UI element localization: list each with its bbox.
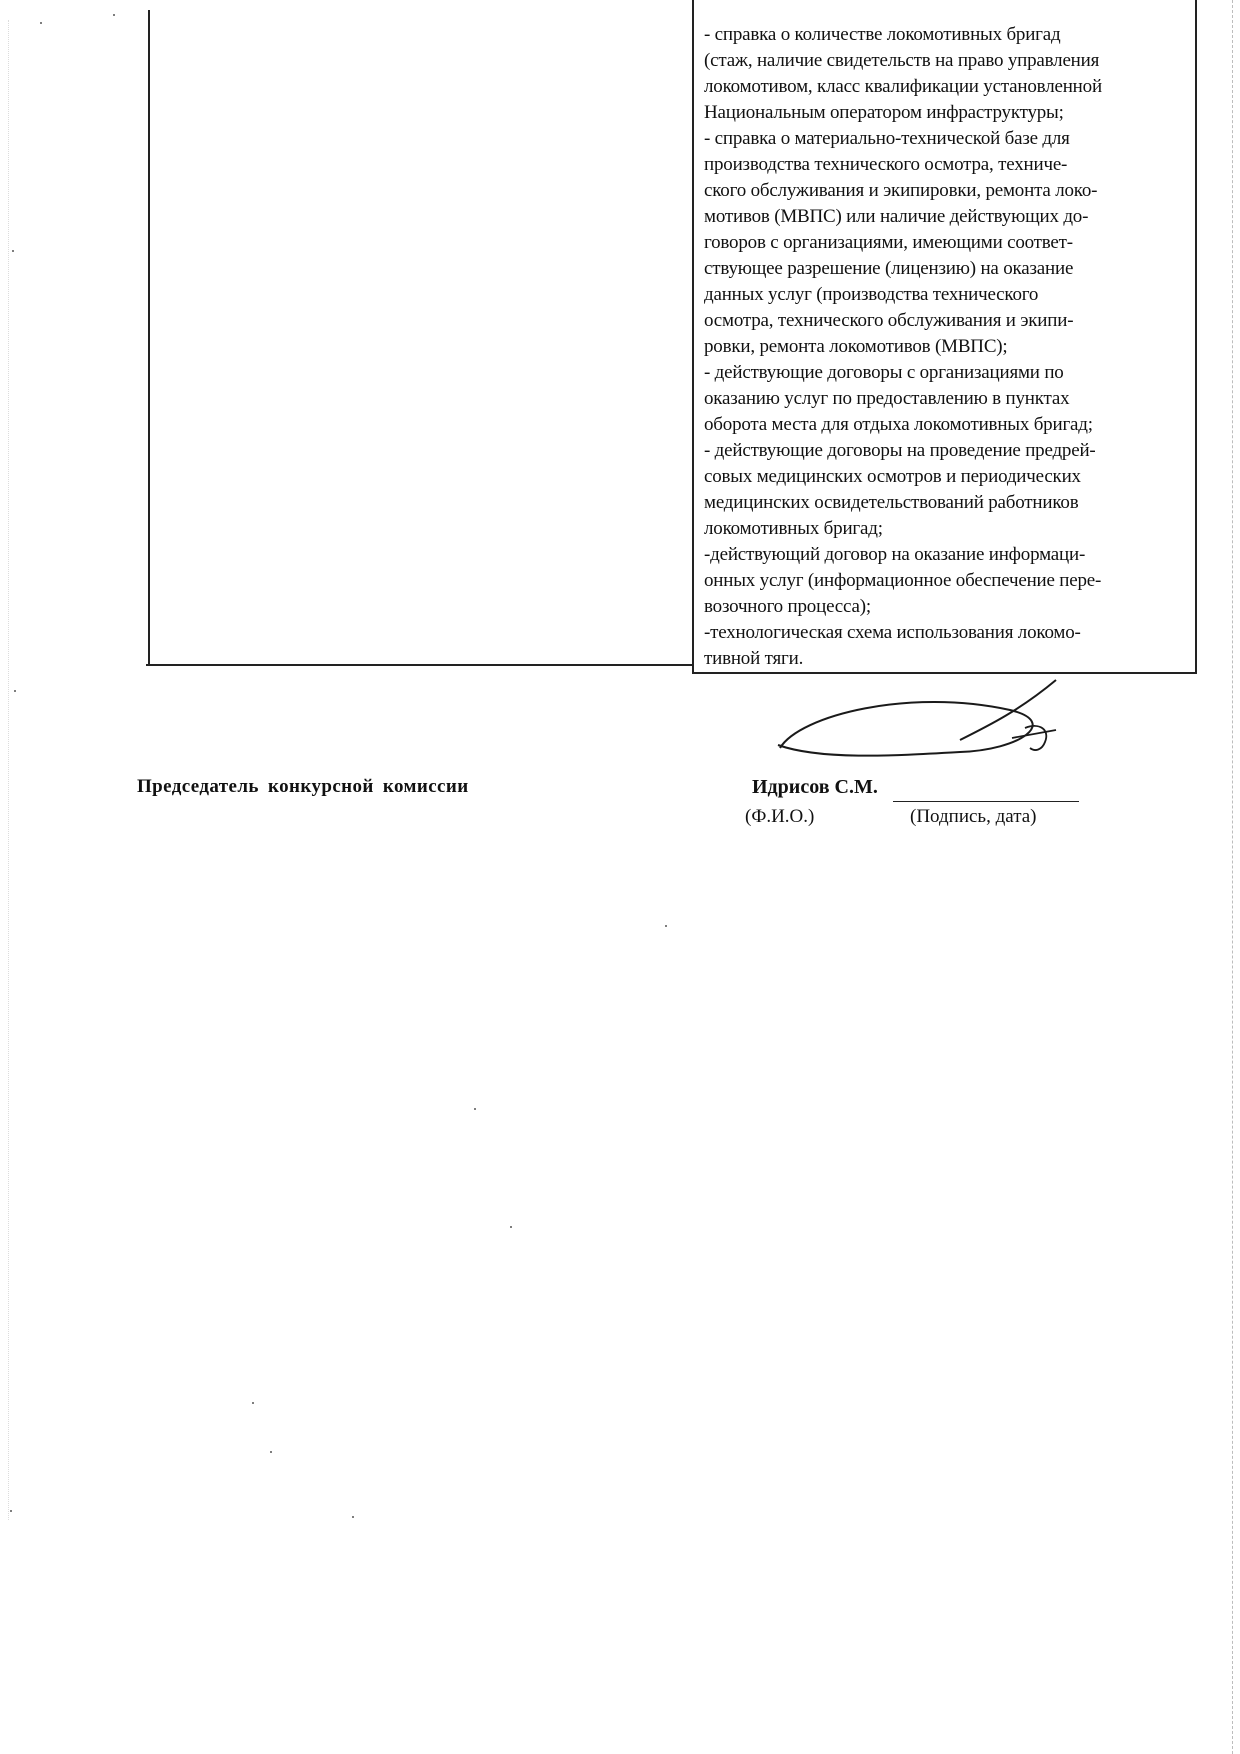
requirements-list xyxy=(704,22,1192,672)
caption-fio: (Ф.И.О.) xyxy=(745,806,815,827)
table-border-right xyxy=(1195,0,1197,674)
scan-speck xyxy=(10,1510,12,1512)
requirement-item: - справка о количестве локомотивных бригад (стаж, наличие свидетельств на право управления локомотивом, класс квалификации установленной Национальным оператором инфраструктуры; xyxy=(704,24,1102,123)
requirement-item: -действующий договор на оказание информаци- онных услуг (информационное обеспечение пере- возочного процесса); xyxy=(704,544,1102,617)
scan-speck xyxy=(352,1516,354,1518)
requirement-item: - справка о материально-технической базе для производства технического осмотра, техниче- ского обслуживания и экипировки, ремонта локо- мотивов (МВПС) или наличие действующих до- говоров с организациями, имеющими соответ- ствующее разрешение (лицензию) на оказание данных услуг (производства технического осмотра, технического обслуживания и экипи- ровки, ремонта локомотивов (МВПС); xyxy=(704,128,1098,357)
scan-speck xyxy=(665,925,667,927)
scan-speck xyxy=(113,14,115,16)
table-border-middle xyxy=(692,0,694,672)
scan-speck xyxy=(474,1108,476,1110)
handwritten-signature xyxy=(760,670,1100,780)
scan-speck xyxy=(40,22,42,24)
scan-speck xyxy=(14,690,16,692)
requirement-item: -технологическая схема использования локомо- тивной тяги. xyxy=(704,622,1081,669)
chairman-name: Идрисов С.М. xyxy=(752,776,878,798)
requirement-item: - действующие договоры с организациями по оказанию услуг по предоставлению в пунктах оборота места для отдыха локомотивных бригад; xyxy=(704,362,1093,435)
scan-speck xyxy=(12,250,14,252)
requirements-table xyxy=(148,0,1198,672)
table-border-bottom-left xyxy=(146,664,692,666)
table-border-left xyxy=(148,10,150,666)
scan-right-edge xyxy=(1232,0,1233,1754)
scan-left-edge xyxy=(8,20,9,1520)
scan-speck xyxy=(252,1402,254,1404)
scan-speck xyxy=(510,1226,512,1228)
scan-speck xyxy=(270,1451,272,1453)
signature-line xyxy=(893,801,1079,802)
requirement-item: - действующие договоры на проведение предрей- совых медицинских осмотров и периодических медицинских освидетельствований работников локомотивных бригад; xyxy=(704,440,1096,539)
chairman-title: Председатель конкурсной комиссии xyxy=(137,776,469,797)
caption-signature-date: (Подпись, дата) xyxy=(910,806,1037,827)
